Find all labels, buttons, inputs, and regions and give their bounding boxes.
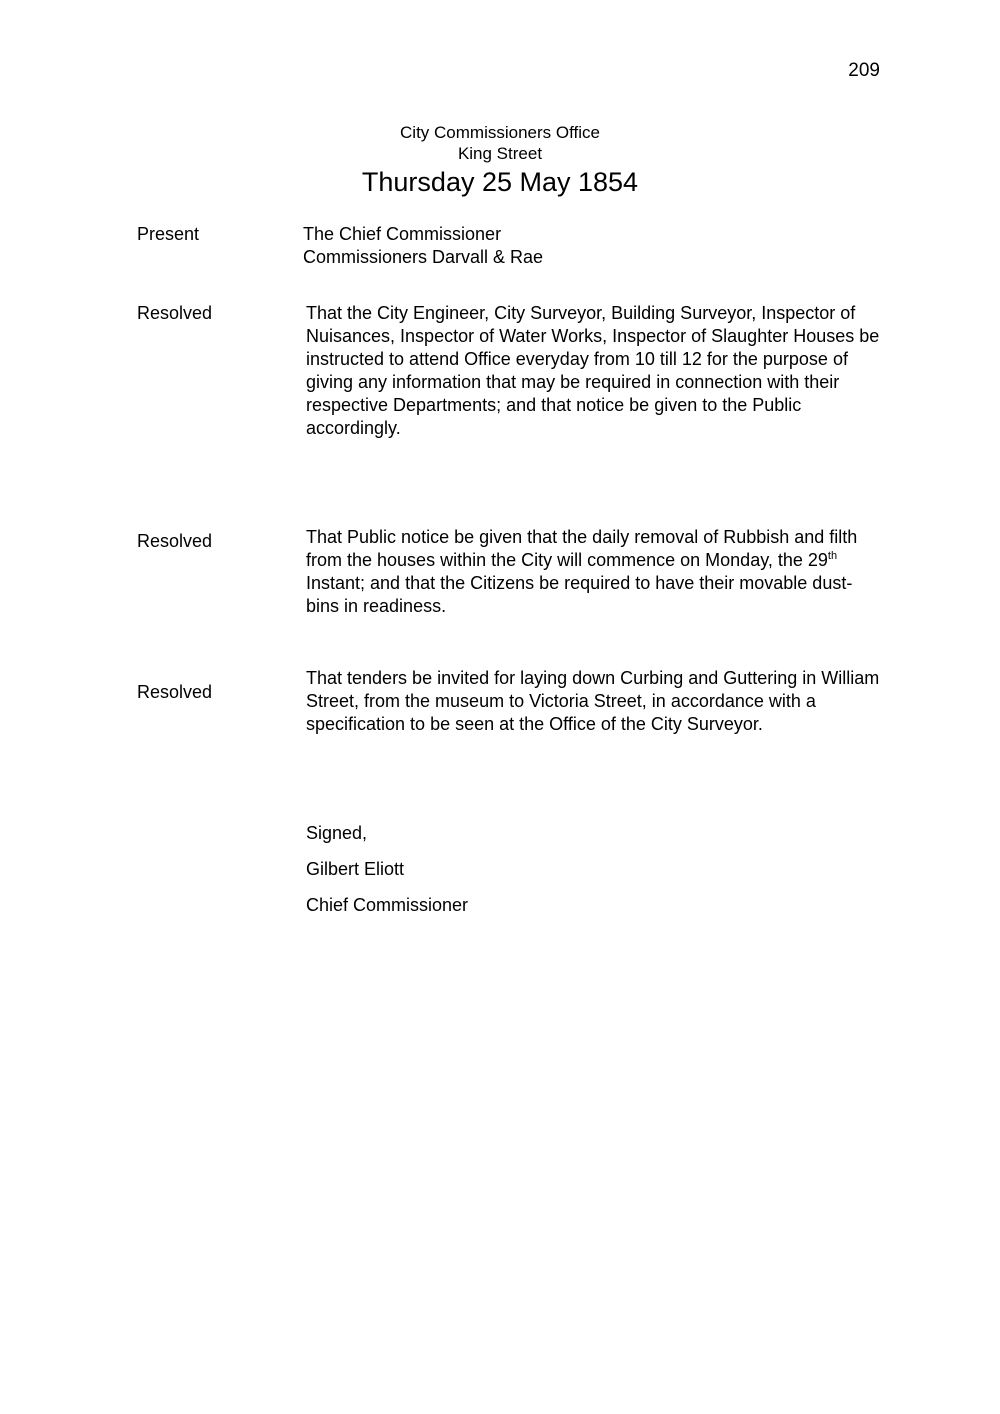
page-number: 209 [848, 60, 880, 81]
resolution-label: Resolved [137, 303, 213, 323]
resolution-label: Resolved [137, 531, 213, 551]
present-label: Present [137, 224, 200, 244]
ordinal-suffix: th [827, 550, 838, 562]
resolution-text: That tenders be invited for laying down Curbing and Guttering in William Street, from the museum to Victoria Street, in accordance with a specification to be seen at the Office of the City Surveyor. [306, 668, 880, 734]
office-name: City Commissioners Office [400, 123, 600, 142]
document-header [200, 122, 800, 199]
signed-label: Signed, [306, 823, 368, 843]
signatory-name: Gilbert Eliott [306, 859, 405, 879]
meeting-date: Thursday 25 May 1854 [361, 167, 639, 197]
office-street: King Street [457, 144, 543, 163]
resolution-text [306, 526, 881, 618]
resolution-label: Resolved [137, 682, 213, 702]
resolution-text-part: Instant; and that the Citizens be required to have their movable dust-bins in readiness. [306, 573, 853, 616]
signatory-title: Chief Commissioner [306, 895, 469, 915]
resolution-text-part: That Public notice be given that the daily removal of Rubbish and filth from the houses within the City will commence on Monday, the 29 [306, 527, 858, 570]
present-member: Commissioners Darvall & Rae [303, 247, 544, 267]
resolution-text: That the City Engineer, City Surveyor, Building Surveyor, Inspector of Nuisances, Inspector of Water Works, Inspector of Slaughter Houses be instructed to attend Office everyday from 10 till 12 for the purpose of giving any information that may be required in connection with their respective Departments; and that notice be given to the Public accordingly. [306, 303, 880, 438]
present-members [303, 223, 888, 269]
present-member: The Chief Commissioner [303, 224, 502, 244]
